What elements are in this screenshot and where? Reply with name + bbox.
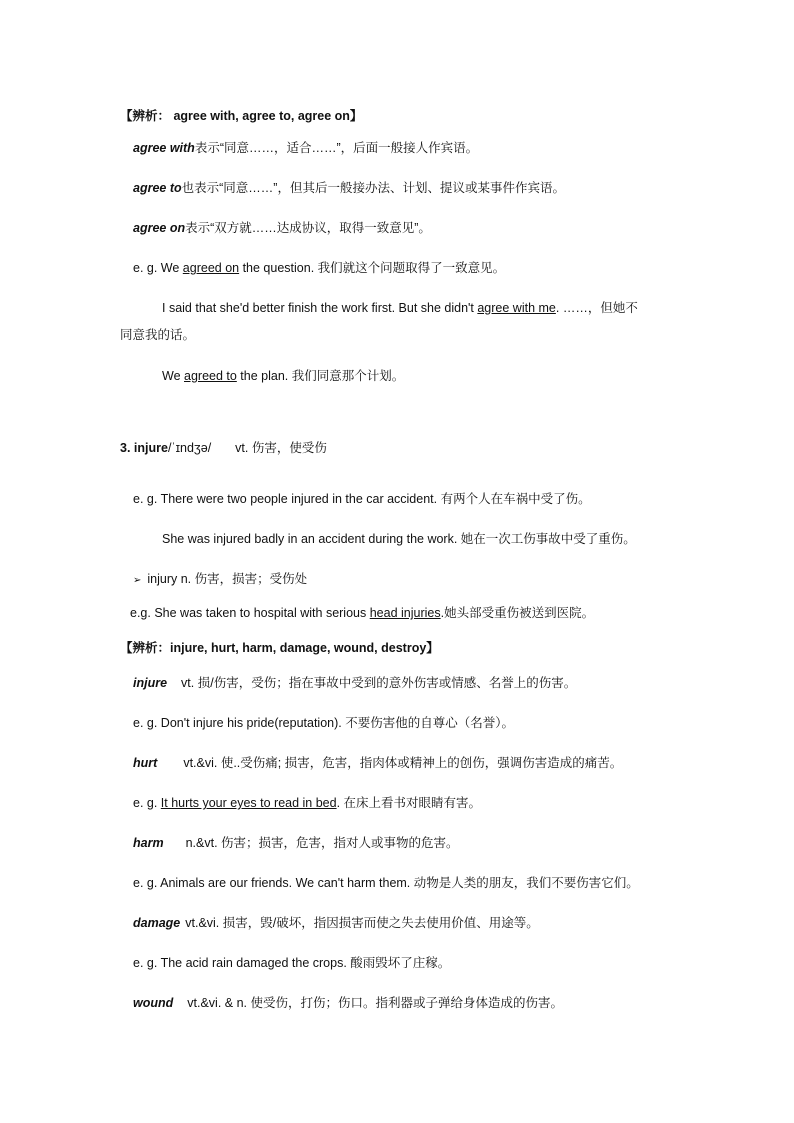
injure-desc: vt. 损/伤害，受伤；指在事故中受到的意外伤害或情感、名誉上的伤害。 [181, 676, 577, 690]
example-underlined: agreed on [182, 261, 240, 275]
example-text: the plan. 我们同意那个计划。 [236, 369, 405, 383]
harm-desc: n.&vt. 伤害；损害，危害，指对人或事物的危害。 [185, 836, 459, 850]
harm-definition [133, 835, 459, 851]
term-agree-to: agree to [133, 181, 182, 195]
injure-example: e. g. Don't injure his pride(reputation). 不要伤害他的自尊心（名誉）。 [133, 716, 514, 730]
wound-desc: vt.&vi. & n. 使受伤，打伤；伤口。指利器或子弹给身体造成的伤害。 [187, 996, 563, 1010]
injure-example-1: e. g. There were two people injured in the car accident. 有两个人在车祸中受了伤。 [133, 492, 591, 506]
term-agree-with: agree with [133, 141, 195, 155]
damage-definition [133, 915, 539, 931]
example-underlined: It hurts your eyes to read in bed [160, 796, 337, 810]
agree-to-desc: 也表示“同意……”，但其后一般接办法、计划、提议或某事件作宾语。 [181, 181, 565, 195]
damage-desc: vt.&vi. 损害，毁/破坏，指因损害而使之失去使用价值、用途等。 [185, 916, 539, 930]
agree-to-entry [133, 180, 565, 196]
entry-number-word: 3. injure [120, 441, 168, 455]
example-text: e. g. We [133, 261, 183, 275]
term-injure: injure [133, 676, 168, 690]
hurt-desc: vt.&vi. 使..受伤痛; 损害，危害，指肉体或精神上的创伤，强调伤害造成的痛苦。 [183, 756, 623, 770]
example-text: . ……，但她不 [555, 301, 638, 315]
agree-on-entry [133, 220, 431, 236]
term-wound: wound [133, 996, 174, 1010]
wound-definition [133, 995, 563, 1011]
term-agree-on: agree on [133, 221, 186, 235]
hurt-example [133, 795, 481, 811]
agree-example-2 [162, 300, 638, 316]
harm-example: e. g. Animals are our friends. We can't harm them. 动物是人类的朋友，我们不要伤害它们。 [133, 876, 639, 890]
phonetic: /ˈɪndʒə/ [167, 441, 212, 455]
agree-example-3 [162, 368, 404, 384]
arrow-bullet-icon: ➢ [133, 575, 142, 586]
example-text: We [162, 369, 184, 383]
agree-example-1 [133, 260, 505, 276]
example-text: e.g. She was taken to hospital with serious [130, 606, 370, 620]
injure-example-2: She was injured badly in an accident during the work. 她在一次工伤事故中受了重伤。 [162, 532, 636, 546]
term-harm: harm [133, 836, 164, 850]
injury-derivative [133, 571, 307, 589]
agree-example-2-continuation: 同意我的话。 [120, 328, 196, 342]
example-text: e. g. [133, 796, 161, 810]
injury-example [130, 605, 594, 621]
example-text: I said that she'd better finish the work first. But she didn't [162, 301, 478, 315]
agree-on-desc: 表示“双方就……达成协议，取得一致意见”。 [185, 221, 431, 235]
heading-injure-analysis: 【辨析：injure, hurt, harm, damage, wound, destroy】 [120, 641, 439, 655]
agree-with-entry [133, 140, 478, 156]
derivative-text: injury n. 伤害，损害；受伤处 [147, 572, 308, 586]
example-underlined: agreed to [184, 369, 237, 383]
heading-agree-analysis: 【辨析： agree with, agree to, agree on】 [120, 109, 363, 123]
hurt-definition [133, 755, 622, 771]
example-text: .她头部受重伤被送到医院。 [440, 606, 595, 620]
example-text: the question. 我们就这个问题取得了一致意见。 [239, 261, 506, 275]
example-underlined: agree with me [477, 301, 556, 315]
injure-definition [133, 675, 576, 691]
example-underlined: head injuries [369, 606, 441, 620]
damage-example: e. g. The acid rain damaged the crops. 酸雨毁坏了庄稼。 [133, 956, 451, 970]
entry-injure-header [120, 440, 327, 456]
pos-meaning: vt. 伤害，使受伤 [235, 441, 327, 455]
example-text: . 在床上看书对眼睛有害。 [336, 796, 482, 810]
term-hurt: hurt [133, 756, 158, 770]
agree-with-desc: 表示“同意……，适合……”，后面一般接人作宾语。 [194, 141, 479, 155]
term-damage: damage [133, 916, 181, 930]
